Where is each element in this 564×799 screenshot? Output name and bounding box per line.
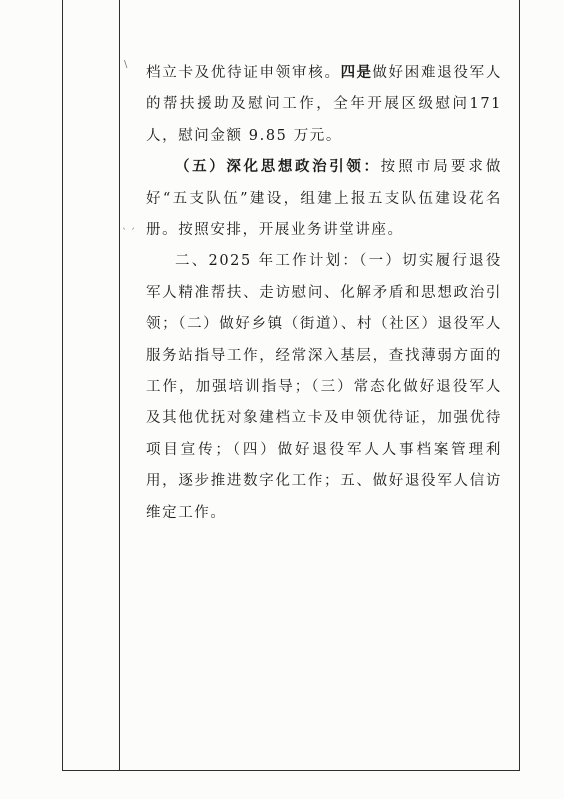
document-body — [146, 58, 502, 529]
paragraph-3-heading: 二、2025 年工作计划： — [175, 253, 360, 270]
paragraph-2-body: 按照市局要求做好“五支队伍”建设，组建上报五支队伍建设花名册。按照安排，开展业务讲堂讲座。 — [146, 159, 503, 239]
paragraph-1-text-a: 档立卡及优待证申领审核。 — [146, 65, 341, 81]
scan-mark-middle: ˎ ˏ — [122, 219, 136, 230]
paragraph-2-heading: （五）深化思想政治引领： — [175, 159, 381, 176]
paragraph-1-emphasis: 四是 — [340, 65, 373, 81]
column-divider — [119, 0, 120, 770]
paragraph-3 — [146, 246, 502, 529]
paragraph-1 — [146, 58, 502, 152]
scan-mark-top: \ — [124, 59, 128, 70]
paragraph-2 — [146, 152, 502, 246]
paragraph-1-text-c: 做好困难退役军人的帮扶援助及慰问工作，全年开展区级慰问171人，慰问金额 9.85 万元。 — [146, 65, 502, 144]
paragraph-3-body: （一）切实履行退役军人精准帮扶、走访慰问、化解矛盾和思想政治引领；（二）做好乡镇（街道）、村（社区）退役军人服务站指导工作，经常深入基层，查找薄弱方面的工作，加强培训指导；（三）常态化做好退役军人及其他优抚对象建档立卡及申领优待证，加强优待项目宣传；（四）做好退役军人人事档案管理利用，逐步推进数字化工作；五、做好退役军人信访维定工作。 — [146, 253, 502, 521]
